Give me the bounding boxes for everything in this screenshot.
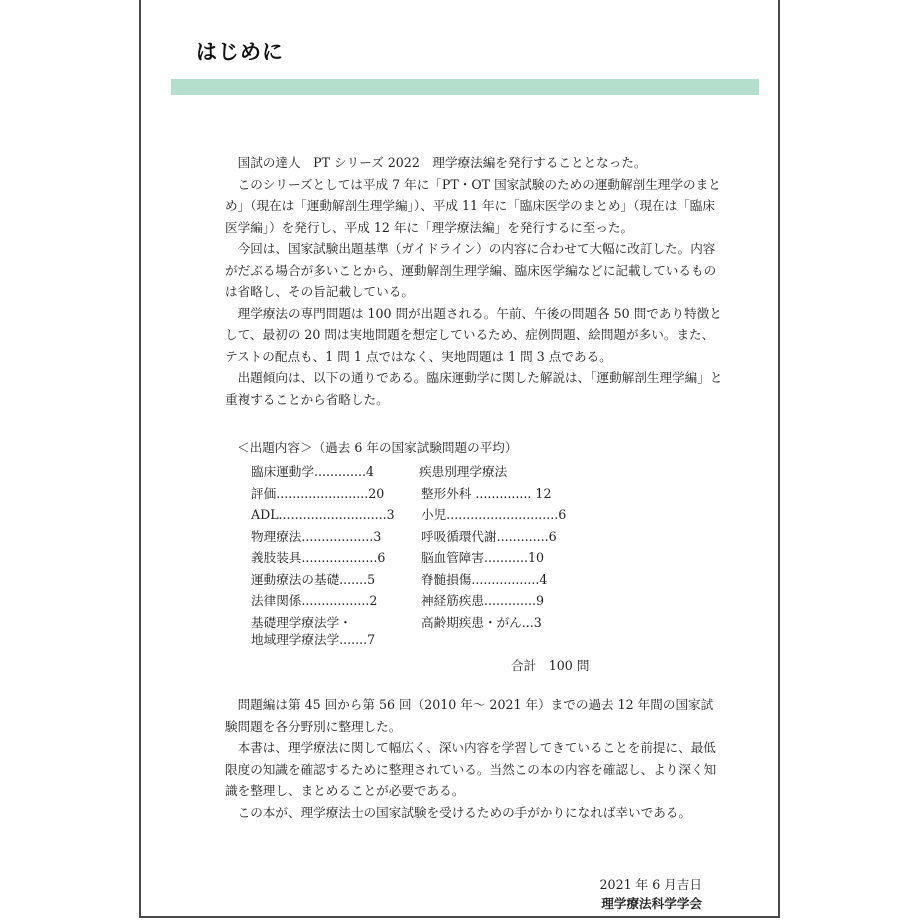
contents-item: 評価.......................20 — [251, 485, 385, 501]
contents-item: 神経筋疾患.............9 — [421, 593, 545, 608]
contents-item: 義肢装具...................6 — [251, 550, 386, 565]
contents-heading: ＜出題内容＞（過去 6 年の国家試験問題の平均） — [237, 440, 518, 455]
closing-paragraph: この本が、理学療法士の国家試験を受けるための手がかりになれば幸いである。 — [225, 804, 691, 820]
title-accent-band — [171, 79, 759, 95]
intro-section — [225, 152, 725, 410]
intro-paragraph: 国試の達人 PT シリーズ 2022 理学療法編を発行することとなった。 — [225, 155, 647, 170]
intro-paragraph: このシリーズとしては平成 7 年に「PT・OT 国家試験のための運動解剖生理学のまとめ」（現在は「運動解剖生理学編」）、平成 11 年に「臨床医学のまとめ」（現在は「臨床医学編」）を発行し、平成 12 年に「理学療法編」を発行するに至った。 — [225, 176, 721, 235]
closing-paragraph: 本書は、理学療法に関して幅広く、深い内容を学習してきていることを前提に、最低限度の知識を確認するために整理されている。当然この本の内容を確認し、より深く知識を整理し、まとめることが必要である。 — [225, 740, 717, 798]
intro-paragraph: 理学療法の専門問題は 100 問が出題される。午前、午後の問題各 50 問であり特徴として、最初の 20 問は実地問題を想定しているため、症例問題、絵問題が多い。また、テストの配点も、1 問 1 点ではなく、実地問題は 1 問 3 点である。 — [225, 305, 722, 364]
contents-subheading: 疾患別理学療法 — [419, 464, 508, 479]
contents-item: 整形外科 .............. 12 — [421, 485, 552, 501]
publication-date: 2021 年 6 月吉日 — [599, 877, 702, 892]
closing-paragraph: 問題編は第 45 回から第 56 回（2010 年～ 2021 年）までの過去 12 年間の国家試験問題を各分野別に整理した。 — [225, 697, 714, 734]
contents-item: ADL...........................3 — [251, 507, 395, 522]
page-title: はじめに — [196, 40, 284, 64]
contents-item: 地域理学療法学.......7 — [251, 631, 376, 647]
contents-item: 物理療法..................3 — [251, 528, 382, 544]
contents-item: 高齢期疾患・がん...3 — [421, 614, 542, 630]
contents-right-column — [419, 461, 566, 633]
document-page — [139, 0, 780, 918]
intro-paragraph: 今回は、国家試験出題基準（ガイドライン）の内容に合わせて大幅に改訂した。内容がだぶる場合が多いことから、運動解剖生理学編、臨床医学編などに記載しているものは省略し、その旨記載している。 — [225, 241, 717, 299]
contents-item: 脊髄損傷.................4 — [421, 571, 548, 587]
publisher-name: 理学療法科学学会 — [601, 896, 702, 911]
contents-item: 法律関係.................2 — [251, 593, 378, 608]
intro-paragraph: 出題傾向は、以下の通りである。臨床運動学に関した解説は、「運動解剖生理学編」と重複することから省略した。 — [225, 370, 723, 407]
contents-item: 臨床運動学.............4 — [251, 464, 375, 479]
contents-item: 基礎理学療法学・ — [251, 614, 352, 630]
closing-section — [225, 694, 725, 823]
contents-item: 運動療法の基礎.......5 — [251, 571, 376, 587]
contents-item: 呼吸循環代謝.............6 — [421, 528, 557, 544]
contents-item: 小児............................6 — [421, 507, 567, 522]
contents-item: 脳血管障害...........10 — [421, 550, 545, 565]
contents-total: 合計 100 問 — [511, 658, 590, 673]
contents-left-column — [251, 461, 395, 648]
